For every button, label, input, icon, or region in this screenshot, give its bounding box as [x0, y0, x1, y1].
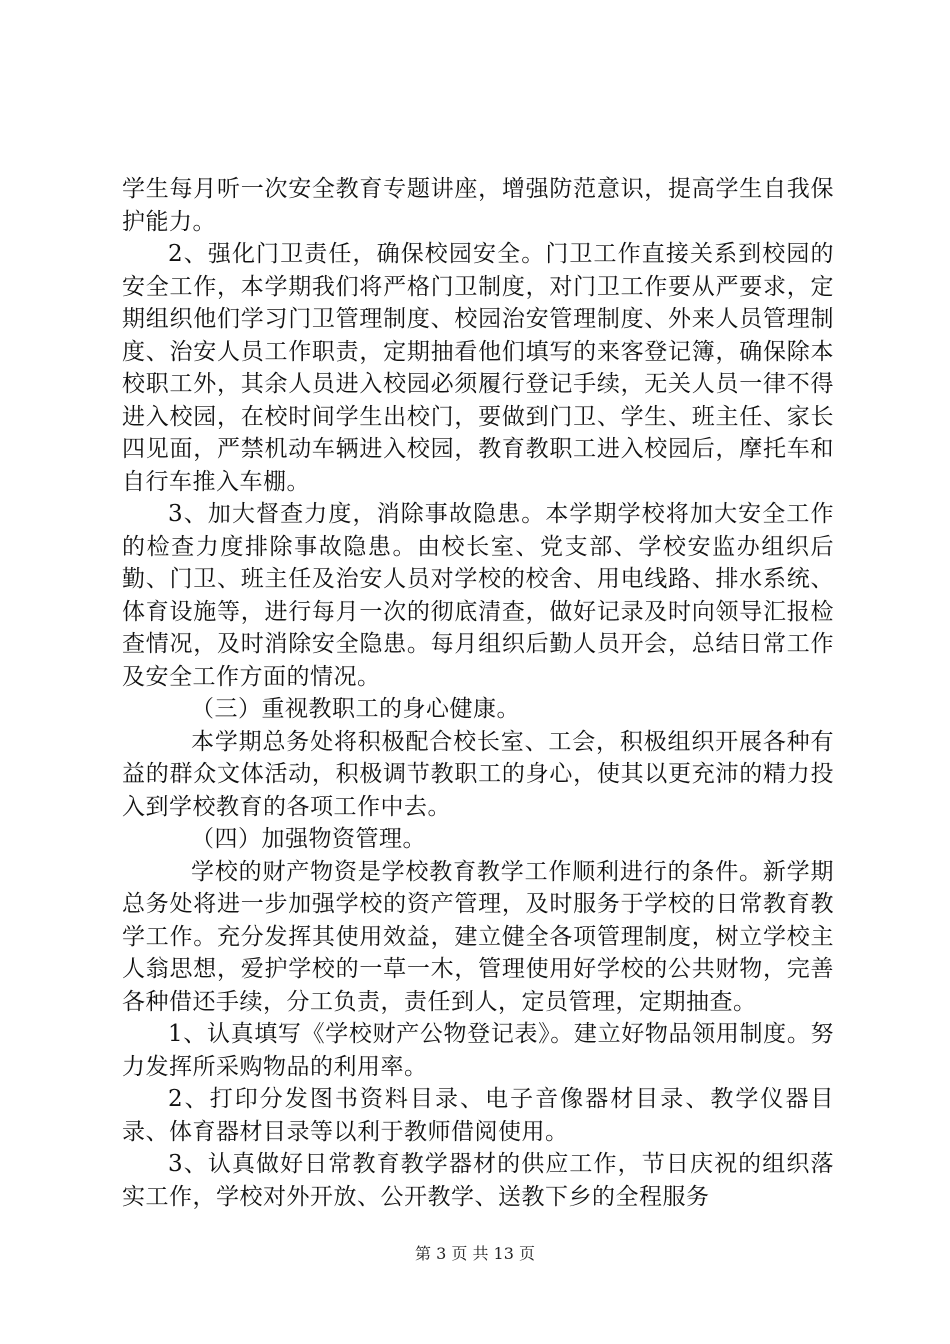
document-body — [122, 173, 834, 1213]
section-heading-health: （三）重视教职工的身心健康。 — [191, 696, 520, 722]
paragraph-gate-security: 2、强化门卫责任，确保校园安全。门卫工作直接关系到校园的安全工作，本学期我们将严格门卫制度，对门卫工作要从严要求，定期组织他们学习门卫管理制度、校园治安管理制度、外来人员管理制度、治安人员工作职责，定期抽看他们填写的来客登记簿，确保除本校职工外，其余人员进入校园必须履行登记手续，无关人员一律不得进入校园，在校时间学生出校门，要做到门卫、学生、班主任、家长四见面，严禁机动车辆进入校园，教育教职工进入校园后，摩托车和自行车推入车棚。 — [122, 241, 834, 495]
paragraph-item-2: 2、打印分发图书资料目录、电子音像器材目录、教学仪器目录、体育器材目录等以利于教师借阅使用。 — [122, 1086, 834, 1145]
paragraph-item-1: 1、认真填写《学校财产公物登记表》。建立好物品领用制度。努力发挥所采购物品的利用率。 — [122, 1021, 834, 1080]
paragraph-item-3: 3、认真做好日常教育教学器材的供应工作，节日庆祝的组织落实工作，学校对外开放、公开教学、送教下乡的全程服务 — [122, 1151, 834, 1210]
page-footer — [0, 1244, 950, 1264]
paragraph-inspection: 3、加大督查力度，消除事故隐患。本学期学校将加大安全工作的检查力度排除事故隐患。由校长室、党支部、学校安监办组织后勤、门卫、班主任及治安人员对学校的校舍、用电线路、排水系统、体育设施等，进行每月一次的彻底清查，做好记录及时向领导汇报检查情况，及时消除安全隐患。每月组织后勤人员开会，总结日常工作及安全工作方面的情况。 — [122, 501, 834, 690]
paragraph-materials: 学校的财产物资是学校教育教学工作顺利进行的条件。新学期总务处将进一步加强学校的资产管理，及时服务于学校的日常教育教学工作。充分发挥其使用效益，建立健全各项管理制度，树立学校主人翁思想，爱护学校的一草一木，管理使用好学校的公共财物，完善各种借还手续，分工负责，责任到人，定员管理，定期抽查。 — [122, 858, 834, 1015]
paragraph-health: 本学期总务处将积极配合校长室、工会，积极组织开展各种有益的群众文体活动，积极调节教职工的身心，使其以更充沛的精力投入到学校教育的各项工作中去。 — [122, 728, 834, 820]
section-heading-materials: （四）加强物资管理。 — [191, 826, 426, 852]
paragraph-continuation: 学生每月听一次安全教育专题讲座，增强防范意识，提高学生自我保护能力。 — [122, 176, 834, 235]
page-indicator: 第 3 页 共 13 页 — [415, 1244, 535, 1263]
